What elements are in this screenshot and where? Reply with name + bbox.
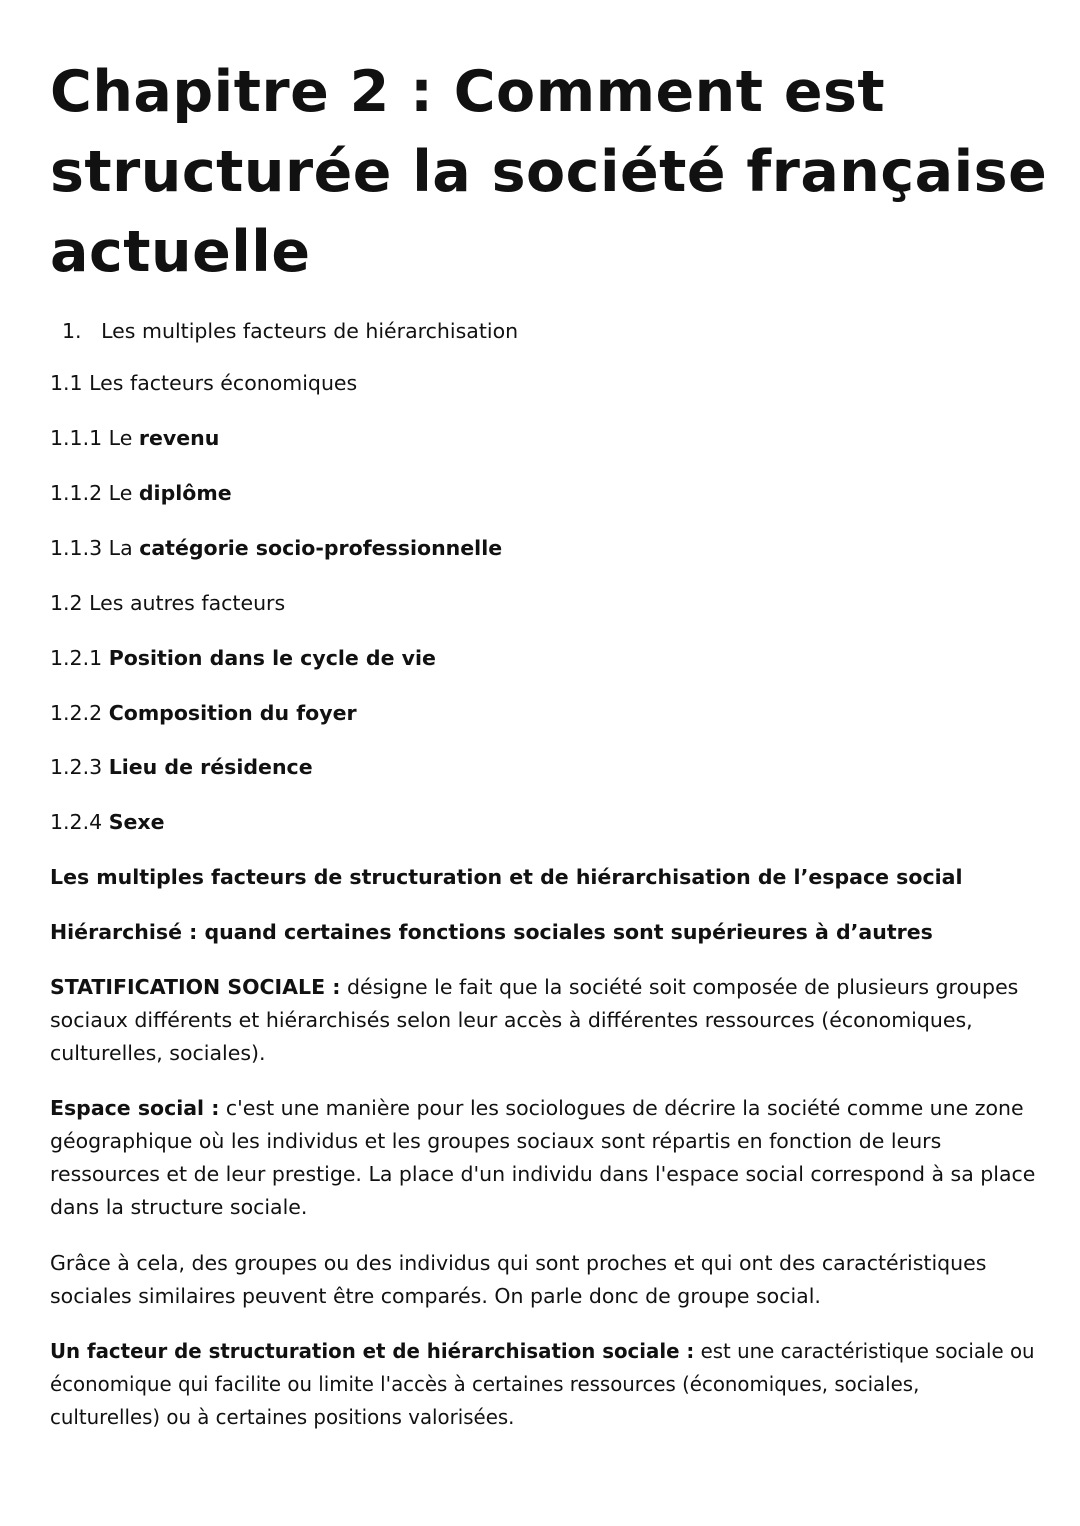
- item-number: 1.2.3: [50, 755, 109, 779]
- list-text: Les multiples facteurs de hiérarchisation: [101, 319, 519, 343]
- item-number: 1.1.2 Le: [50, 481, 139, 505]
- text-line: dans la structure sociale.: [50, 1195, 308, 1219]
- item-label: revenu: [138, 426, 220, 450]
- list-number: 1.: [62, 319, 82, 343]
- definition-term: Un facteur de structuration et de hiérarchisation sociale :: [50, 1339, 695, 1363]
- outline-item-1: [62, 315, 518, 348]
- item-number: 1.1.1 Le: [50, 426, 139, 450]
- title-line: actuelle: [50, 219, 311, 285]
- item-label: Position dans le cycle de vie: [108, 646, 436, 670]
- definition-facteur: [50, 1335, 1035, 1434]
- title-line: structurée la société française: [50, 139, 1048, 205]
- definition-stratification: [50, 971, 1018, 1070]
- text-line: est une caractéristique sociale ou: [694, 1339, 1035, 1363]
- text-line: désigne le fait que la société soit composée de plusieurs groupes: [340, 975, 1019, 999]
- definition-espace-social: [50, 1092, 1035, 1224]
- outline-item-1-2-3: [50, 751, 313, 784]
- outline-item-1-1: 1.1 Les facteurs économiques: [50, 371, 358, 395]
- outline-item-1-2: 1.2 Les autres facteurs: [50, 591, 286, 615]
- item-number: 1.2.4: [50, 810, 109, 834]
- item-number: 1.2.2: [50, 701, 109, 725]
- outline-item-1-2-2: [50, 697, 357, 730]
- item-number: 1.1.3 La: [50, 536, 140, 560]
- text-line: géographique où les individus et les groupes sociaux sont répartis en fonction de leurs: [50, 1129, 942, 1153]
- outline-item-1-2-4: [50, 806, 164, 839]
- definition-hierarchise: [50, 916, 933, 949]
- text-line: sociaux différents et hiérarchisés selon leur accès à différentes ressources (économiques,: [50, 1008, 973, 1032]
- item-number: 1.2.1: [50, 646, 109, 670]
- section-heading: [50, 861, 963, 894]
- heading-text: Hiérarchisé : quand certaines fonctions sociales sont supérieures à d’autres: [50, 920, 933, 944]
- item-label: catégorie socio-professionnelle: [139, 536, 503, 560]
- item-label: diplôme: [138, 481, 232, 505]
- item-label: Sexe: [108, 810, 165, 834]
- text-line: c'est une manière pour les sociologues de décrire la société comme une zone: [219, 1096, 1024, 1120]
- text-line: sociales similaires peuvent être comparés. On parle donc de groupe social.: [50, 1284, 821, 1308]
- text-line: culturelles, sociales).: [50, 1041, 266, 1065]
- outline-item-1-1-1: [50, 422, 219, 455]
- title-line: Chapitre 2 : Comment est: [50, 59, 886, 125]
- text-line: ressources et de leur prestige. La place d'un individu dans l'espace social correspond à sa place: [50, 1162, 1036, 1186]
- text-line: culturelles) ou à certaines positions valorisées.: [50, 1405, 515, 1429]
- definition-term: STATIFICATION SOCIALE :: [50, 975, 341, 999]
- outline-item-1-1-3: [50, 532, 502, 565]
- item-label: Lieu de résidence: [108, 755, 313, 779]
- outline-item-1-1-2: [50, 477, 232, 510]
- text-line: Grâce à cela, des groupes ou des individus qui sont proches et qui ont des caractéristiques: [50, 1251, 987, 1275]
- outline-item-1-2-1: [50, 642, 436, 675]
- paragraph-groupe-social: [50, 1247, 986, 1313]
- definition-term: Espace social :: [50, 1096, 220, 1120]
- text-line: économique qui facilite ou limite l'accès à certaines ressources (économiques, sociales,: [50, 1372, 920, 1396]
- heading-text: Les multiples facteurs de structuration et de hiérarchisation de l’espace social: [50, 865, 963, 889]
- item-label: Composition du foyer: [108, 701, 357, 725]
- page-title: [50, 52, 1050, 292]
